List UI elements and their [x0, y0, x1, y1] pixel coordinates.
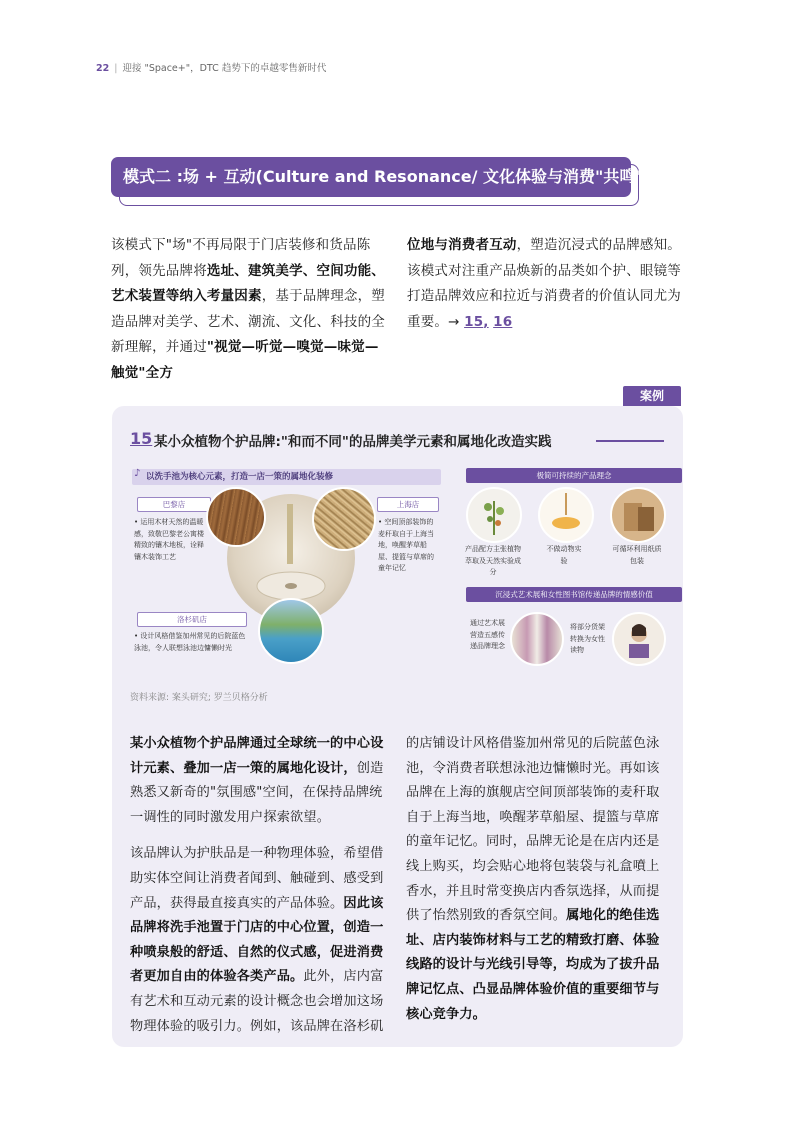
case-title: 某小众植物个护品牌:"和而不同"的品牌美学元素和属地化改造实践	[154, 434, 552, 450]
shanghai-text: • 空间顶部装饰的麦秆取自于上海当地，唤醒茅草船屋、提篮与草席的童年记忆	[378, 518, 434, 573]
case-body-right: 的店铺设计风格借鉴加州常见的后院蓝色泳池，令消费者联想泳池边慵懒时光。再如该品牌在上海的旗舰店空间顶部装饰的麦秆取自于上海当地，唤醒茅草船屋、提篮与草席的童年记忆。同时，品牌无论是在店内还是线上购买，均会贴心地将包装袋与礼盒噴上香水，并且时常变换店内香氛选择，从而提供了怡然别致的香氛空间。属地化的绝佳选址、店内装饰材料与工艺的精致打磨、体验线路的设计与光线引导等，均成为了拔升品牌记忆点、凸显品牌体验价值的重要细节与核心竞争力。	[406, 736, 660, 1022]
music-icon: ♪	[134, 468, 141, 479]
plant-image	[466, 487, 522, 543]
case-body-left: 某小众植物个护品牌通过全球统一的中心设计元素、叠加一店一策的属地化设计，创造熟悉又新奇的"氛围感"空间，在保持品牌统一调性的同时激发用户探索欲望。 该品牌认为护肤品是一种物理体验，希望借助实体空间让消费者闻到、触碰到、感受到产品，获得最直接真实的产品体验。因此该品牌将洗手池置于门店的中心位置，创造一种喷泉般的舒适、自然的仪式感，促进消费者更加自由的体验各类产品。此外，店内富有艺术和互动元素的设计概念也会增加这场物理体验的吸引力。例如，该品牌在洛杉矶	[130, 736, 384, 1034]
header-title: 迎接 "Space+"，DTC 趋势下的卓越零售新时代	[122, 63, 327, 74]
paris-text: • 运用木材天然的温暖感，致敬巴黎老公寓楼精致的镶木地板，诠释镶木装饰工艺	[134, 518, 204, 561]
concept-3-text: 可循环利用纸质包装	[612, 545, 662, 565]
library-reader-image	[612, 612, 666, 666]
figure-right-header-2: 沉浸式艺术展和女性图书馆传递品牌的情感价值	[466, 587, 682, 602]
concept-2-text: 不做动物实验	[546, 545, 582, 565]
paper-packaging-image	[610, 487, 666, 543]
section-title: 模式二 :场 + 互动(Culture and Resonance/ 文化体验与消费"共鸣")	[111, 157, 631, 197]
figure-left-header-text: 以洗手池为核心元素，打造一店一策的属地化装修	[146, 472, 334, 482]
straw-ceiling-image	[312, 487, 376, 551]
source-note: 资料来源: 案头研究; 罗兰贝格分析	[130, 693, 268, 703]
oil-drop-image	[538, 487, 594, 543]
paris-label: 巴黎店	[137, 497, 211, 512]
page-header	[96, 60, 326, 74]
case-tag: 案例	[623, 386, 681, 406]
la-text: • 设计风格借鉴加州常见的后院蓝色泳池，令人联想泳池边慵懒时光	[134, 632, 246, 652]
intro-right-column: 位地与消费者互动，塑造沉浸式的品牌感知。该模式对注重产品焕新的品类如个护、眼镜等打造品牌效应和拉近与消费者的价值认同尤为重要。→ 15, 16	[407, 237, 682, 330]
pool-image	[258, 598, 324, 664]
art-exhibition-image	[510, 612, 564, 666]
header-separator: |	[114, 63, 118, 74]
shanghai-label: 上海店	[377, 497, 439, 512]
case-number: 15	[130, 429, 153, 448]
wood-parquet-image	[206, 487, 266, 547]
library-text: 将部分货架转换为女性读物	[570, 623, 605, 655]
case-title-rule	[596, 440, 664, 442]
figure-left-header	[132, 469, 441, 485]
concept-1-text: 产品配方主张植物萃取及天然实验成分	[465, 545, 521, 577]
figure-right-header-1: 极简可持续的产品理念	[466, 468, 682, 483]
page-number: 22	[96, 63, 110, 74]
la-label: 洛杉矶店	[137, 612, 247, 627]
art-text: 通过艺术展营造五感传递品牌理念	[470, 619, 505, 651]
intro-left-column: 该模式下"场"不再局限于门店装修和货品陈列，领先品牌将选址、建筑美学、空间功能、艺术装置等纳入考量因素，基于品牌理念，塑造品牌对美学、艺术、潮流、文化、科技的全新理解，并通过"视觉—听觉—嗅觉—味觉—触觉"全方	[111, 237, 386, 381]
